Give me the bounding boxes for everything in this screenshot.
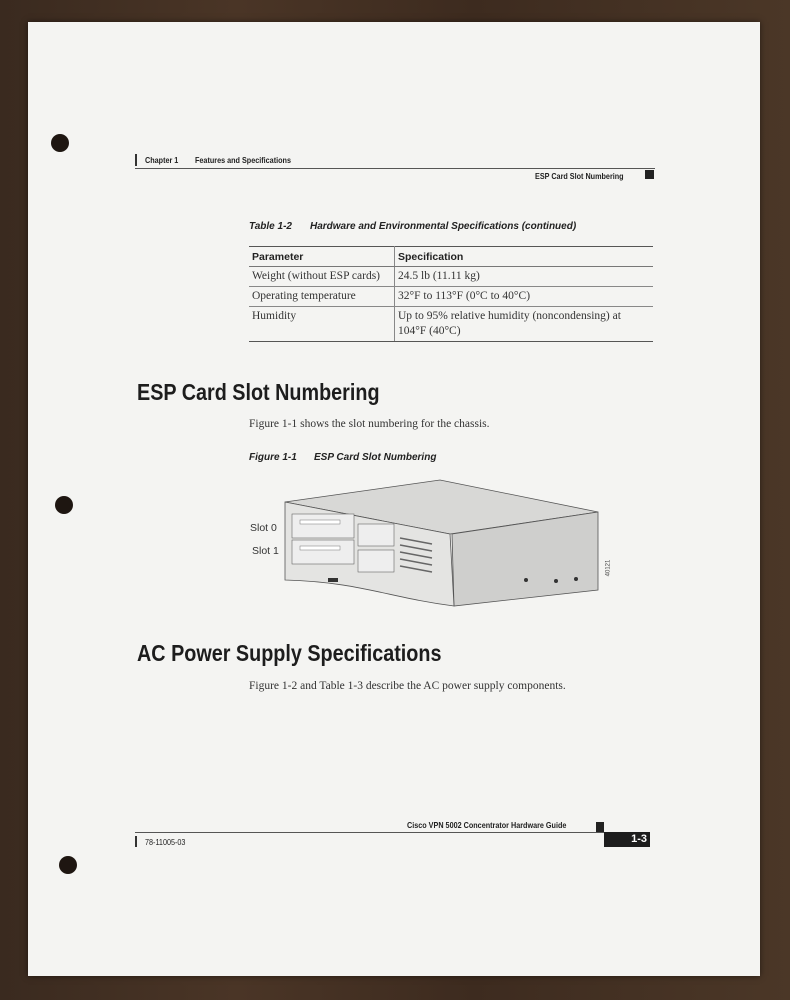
column-header: Specification: [395, 247, 654, 267]
spec-table: [249, 246, 653, 342]
footer-rule: [135, 832, 605, 833]
table-caption-number: Table 1-2: [249, 221, 292, 232]
punch-hole: [55, 496, 73, 514]
slot-0-label: Slot 0: [250, 522, 277, 534]
figure-caption-title: ESP Card Slot Numbering: [314, 452, 437, 463]
punch-hole: [51, 134, 69, 152]
table-cell: 32°F to 113°F (0°C to 40°C): [395, 287, 654, 307]
slot-1-label: Slot 1: [252, 545, 279, 557]
footer-marker: [596, 822, 604, 832]
column-header: Parameter: [249, 247, 395, 267]
section-heading: ESP Card Slot Numbering: [137, 379, 380, 405]
header-chapter-title: Features and Specifications: [195, 155, 291, 165]
header-marker: [645, 170, 654, 179]
footer-guide-title: Cisco VPN 5002 Concentrator Hardware Guide: [407, 820, 567, 830]
table-row: [249, 267, 653, 287]
punch-hole: [59, 856, 77, 874]
figure-caption-number: Figure 1-1: [249, 452, 297, 463]
table-cell: Humidity: [249, 307, 395, 342]
footer-bar: [135, 836, 137, 847]
body-text: Figure 1-1 shows the slot numbering for the chassis.: [249, 418, 490, 430]
section-heading: AC Power Supply Specifications: [137, 640, 442, 666]
figure-id: 40121: [605, 559, 612, 577]
header-rule: [135, 168, 655, 169]
table-row: [249, 287, 653, 307]
header-chapter: Chapter 1: [145, 155, 179, 165]
table-caption-title: Hardware and Environmental Specifications (continued): [310, 221, 577, 232]
table-row: [249, 307, 653, 342]
header-section: ESP Card Slot Numbering: [535, 171, 624, 181]
table-cell: 24.5 lb (11.11 kg): [395, 267, 654, 287]
table-header-row: [249, 247, 653, 267]
chassis-figure: [240, 470, 630, 610]
header-bar: [135, 154, 137, 166]
table-cell: Operating temperature: [249, 287, 395, 307]
footer-doc-number: 78-11005-03: [145, 837, 186, 847]
table-cell: Weight (without ESP cards): [249, 267, 395, 287]
table-cell: Up to 95% relative humidity (noncondensing) at 104°F (40°C): [395, 307, 654, 342]
body-text: Figure 1-2 and Table 1-3 describe the AC power supply components.: [249, 680, 566, 692]
page-number: 1-3: [604, 832, 650, 847]
